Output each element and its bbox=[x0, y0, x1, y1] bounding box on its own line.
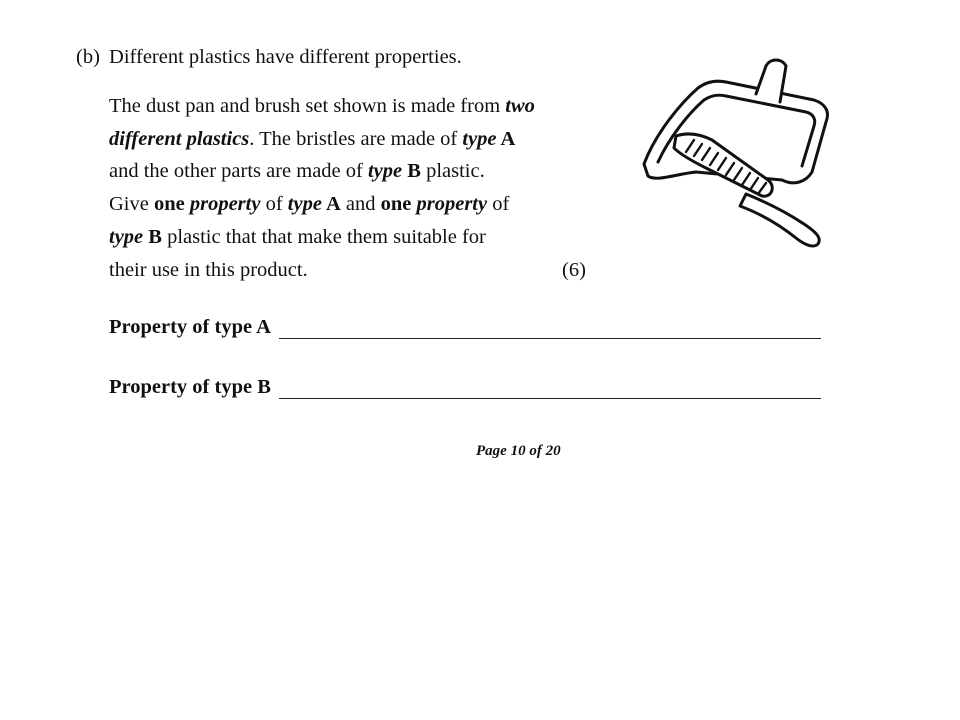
question-body-text: of bbox=[260, 193, 288, 216]
question-body-text: their use in this product. bbox=[109, 258, 308, 281]
question-body-text: type bbox=[287, 193, 322, 216]
answer-row-type-a bbox=[109, 316, 821, 339]
answer-row-type-b bbox=[109, 376, 821, 399]
question-body-text: A bbox=[321, 193, 341, 216]
question-heading bbox=[76, 43, 462, 71]
question-body-line bbox=[109, 254, 609, 287]
question-body-line bbox=[109, 123, 609, 156]
question-body bbox=[109, 90, 609, 286]
question-body-text: plastic. bbox=[420, 160, 485, 183]
question-body-text: property bbox=[189, 193, 261, 216]
question-body-text: and bbox=[340, 193, 381, 216]
question-body-text: property bbox=[416, 193, 488, 216]
question-body-line bbox=[109, 188, 609, 221]
answer-line-type-b[interactable] bbox=[279, 376, 821, 399]
question-heading-text: Different plastics have different properties. bbox=[109, 46, 462, 68]
dustpan-and-brush-icon bbox=[636, 52, 836, 252]
question-body-text: B bbox=[143, 225, 162, 248]
question-body-line bbox=[109, 221, 609, 254]
answer-line-type-a[interactable] bbox=[279, 316, 821, 339]
question-body-text: . The bristles are made of bbox=[249, 127, 463, 150]
question-body-text: type bbox=[109, 225, 144, 248]
question-body-text: of bbox=[487, 193, 510, 216]
question-body-text: Give bbox=[109, 193, 154, 216]
question-part-label: (b) bbox=[76, 46, 100, 68]
question-body-text: different plastics bbox=[109, 127, 250, 150]
question-marks: (6) bbox=[562, 258, 586, 281]
answer-label-type-a: Property of type A bbox=[109, 316, 271, 338]
question-body-line bbox=[109, 155, 609, 188]
question-body-text: one bbox=[380, 193, 412, 216]
question-body-text: type bbox=[462, 127, 497, 150]
question-body-text: The dust pan and brush set shown is made from bbox=[109, 95, 506, 117]
question-body-text: two bbox=[505, 95, 535, 117]
question-body-text: and the other parts are made of bbox=[109, 160, 368, 183]
question-body-line bbox=[109, 90, 609, 123]
answer-label-type-b: Property of type B bbox=[109, 376, 271, 398]
question-body-text: one bbox=[153, 193, 185, 216]
question-body-text: type bbox=[367, 160, 403, 183]
question-body-text: plastic that that make them suitable for bbox=[161, 225, 486, 248]
question-body-text: A bbox=[496, 127, 516, 150]
question-body-text: B bbox=[402, 160, 421, 183]
page-number: Page 10 of 20 bbox=[476, 443, 561, 459]
